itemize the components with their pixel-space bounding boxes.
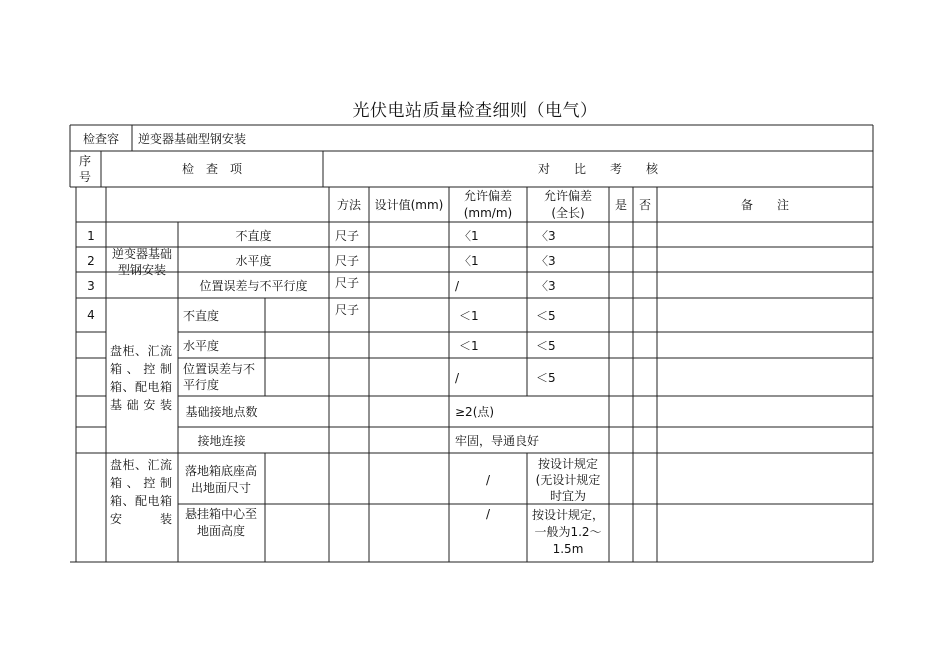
row6-tol2: ＜5 [536,371,556,385]
row1-tol1: 〈1 [459,229,479,243]
row3-method: 尺子 [335,276,360,290]
row7-item: 基础接地点数 [185,405,258,419]
row8-item: 接地连接 [197,434,246,448]
row5-item: 水平度 [183,339,220,353]
row2-item: 水平度 [235,254,272,268]
seq-header: 序号 [78,154,91,184]
row1-no: 1 [87,229,95,243]
row3-item: 位置误差与不平行度 [199,279,308,293]
row4-method: 尺子 [335,303,360,317]
row8-merged: 牢固，导通良好 [455,434,540,448]
page-title: 光伏电站质量检查细则（电气） [352,101,598,121]
row1-tol2: 〈3 [536,229,556,243]
no-header: 否 [638,198,651,212]
design-value-header: 设计值(mm) [374,198,444,212]
row10-item: 悬挂箱中心至地面高度 [184,507,257,538]
row4-item: 不直度 [183,309,220,323]
row2-method: 尺子 [335,254,360,268]
method-header: 方法 [336,198,361,212]
row4-tol1: ＜1 [459,309,479,323]
tolerance-full-length-unit: (全长) [551,206,585,220]
row1-item: 不直度 [235,229,272,243]
row5-tol1: ＜1 [459,339,479,353]
row10-tol2: 按设计规定，一般为1.2～1.5m [531,508,604,556]
inspection-content-value: 逆变器基础型钢安装 [138,132,247,146]
row2-tol2: 〈3 [536,254,556,268]
compare-header: 对 比 考 核 [537,162,658,176]
row9-tol1: / [485,473,491,487]
tolerance-full-length-header: 允许偏差 [543,189,592,203]
tolerance-per-meter-unit: (mm/m) [463,206,513,220]
remark-header: 备 注 [740,198,789,212]
group2-name: 盘柜、汇流箱、控制箱、配电箱基础安装 [110,344,172,412]
row5-tol2: ＜5 [536,339,556,353]
row9-item: 落地箱底座高出地面尺寸 [184,464,257,495]
inspection-content-label: 检查容 [82,132,119,146]
row7-merged: ≥2(点) [455,405,495,419]
row9-tol2: 按设计规定(无设计规定时宜为 [535,457,601,503]
row2-tol1: 〈1 [459,254,479,268]
tolerance-per-meter-header: 允许偏差 [463,189,512,203]
row6-tol1: / [455,371,460,385]
items-header: 检 查 项 [181,162,242,176]
row4-no: 4 [87,308,95,322]
group1-name: 逆变器基础型钢安装 [111,247,172,277]
row3-tol1: / [455,279,460,293]
row4-tol2: ＜5 [536,309,556,323]
row6-item: 位置误差与不平行度 [183,362,256,392]
row3-tol2: 〈3 [536,279,556,293]
row2-no: 2 [87,254,95,268]
row10-tol1: / [485,507,491,521]
group3-name: 盘柜、汇流箱、控制箱、配电箱安装 [110,458,172,526]
yes-header: 是 [614,198,627,212]
row1-method: 尺子 [335,229,360,243]
row3-no: 3 [87,279,95,293]
